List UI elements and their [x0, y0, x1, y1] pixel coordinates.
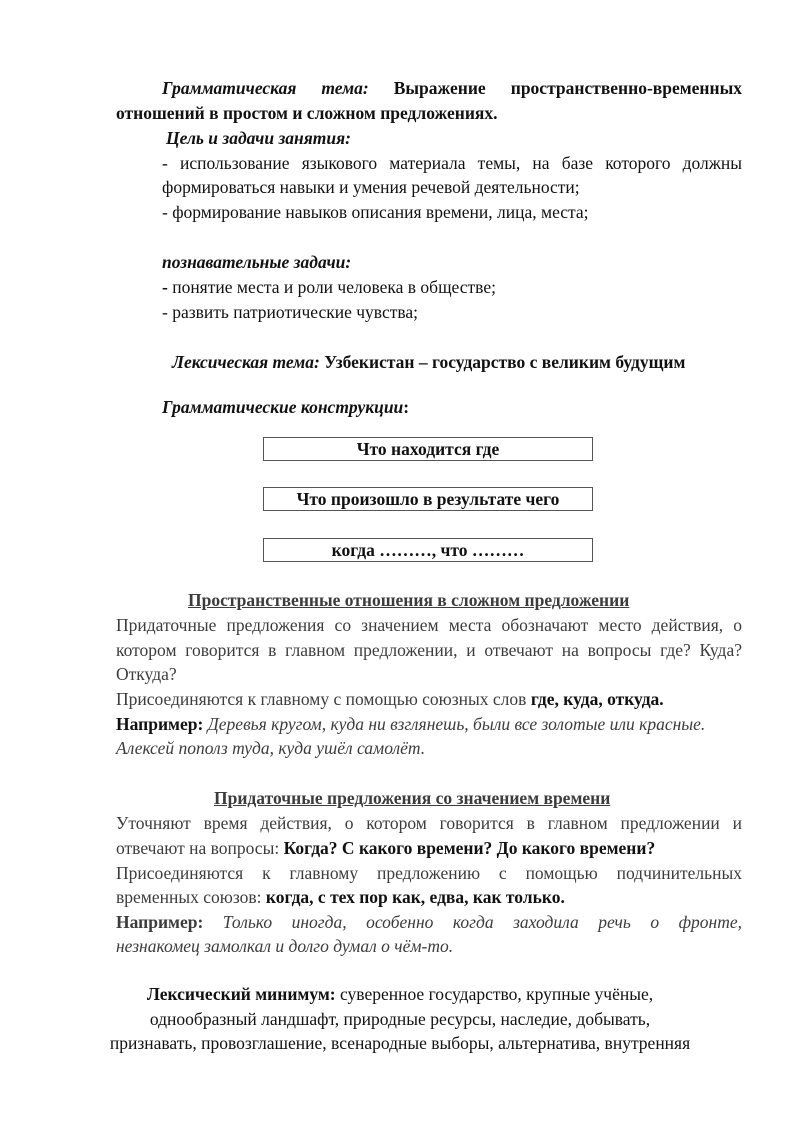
construction-box-1: Что находится где — [263, 437, 593, 461]
temporal-p1-text: отвечают на вопросы: — [116, 838, 284, 858]
grammar-topic-line-1 — [162, 77, 742, 99]
spatial-example-label: Например: — [116, 714, 204, 734]
temporal-heading: Придаточные предложения со значением времени — [214, 788, 611, 808]
cognitive-1-text: понятие места и роли человека в обществе; — [167, 277, 496, 297]
temporal-p2-line-2 — [116, 886, 565, 908]
spatial-p2 — [116, 688, 664, 710]
construction-box-3: когда ………, что ……… — [263, 538, 593, 562]
lexical-topic-text: Узбекистан – государство с великим будущим — [324, 352, 686, 372]
goal-1-line-1: - использование языкового материала темы, на базе которого должны — [162, 153, 742, 173]
spatial-p1-line-2: котором говорится в главном предложении, и отвечают на вопросы где? Куда? — [116, 640, 742, 660]
spatial-heading: Пространственные отношения в сложном предложении — [188, 590, 630, 610]
minimum-line-3: признавать, провозглашение, всенародные выборы, альтернатива, внутренняя — [109, 1033, 691, 1053]
spatial-p1-line-1: Придаточные предложения со значением места обозначают место действия, о — [116, 615, 742, 635]
temporal-example-1: Только иногда, особенно когда заходила речь о фронте, — [203, 912, 742, 932]
minimum-line-2: однообразный ландшафт, природные ресурсы, наследие, добывать, — [149, 1009, 651, 1029]
spatial-p2-text: Присоединяются к главному с помощью союзных слов — [116, 689, 531, 709]
spatial-example-line-2: Алексей пополз туда, куда ушёл самолёт. — [116, 738, 426, 758]
cognitive-1-dash: - — [162, 277, 168, 297]
cognitive-label: познавательные задачи: — [162, 252, 352, 272]
spatial-example-line-1 — [116, 713, 705, 735]
minimum-line-1 — [0, 983, 800, 1005]
temporal-example-line-1 — [116, 911, 742, 933]
temporal-p2-bold: когда, с тех пор как, едва, как только. — [265, 887, 565, 907]
cognitive-1 — [162, 276, 496, 298]
spatial-p2-bold: где, куда, откуда. — [530, 689, 664, 709]
spatial-p1-line-3: Откуда? — [116, 664, 177, 684]
minimum-text-1: суверенное государство, крупные учёные, — [335, 984, 654, 1004]
temporal-p2-text: временных союзов: — [116, 887, 266, 907]
grammar-topic-line-2: отношений в простом и сложном предложениях. — [116, 103, 498, 123]
temporal-p1-line-1: Уточняют время действия, о котором говорится в главном предложении и — [116, 813, 742, 833]
constructions-label — [162, 396, 409, 418]
temporal-example-line-2: незнакомец замолкал и долго думал о чём-то. — [116, 936, 454, 956]
grammar-topic-text: Выражение пространственно-временных — [393, 78, 742, 98]
constructions-label-text: Грамматические конструкции — [162, 397, 404, 417]
construction-box-2: Что произошло в результате чего — [263, 487, 593, 511]
lexical-topic — [172, 351, 685, 373]
minimum-label: Лексический минимум: — [146, 984, 336, 1004]
temporal-p1-line-2 — [116, 837, 655, 859]
temporal-example-label: Например: — [116, 912, 204, 932]
spatial-example-1: Деревья кругом, куда ни взглянешь, были все золотые или красные. — [203, 714, 706, 734]
temporal-p2-line-1: Присоединяются к главному предложению с помощью подчинительных — [116, 863, 742, 883]
goals-label: Цель и задачи занятия: — [166, 128, 351, 148]
grammar-topic-label: Грамматическая тема: — [162, 78, 369, 98]
temporal-p1-bold: Когда? С какого времени? До какого времени? — [283, 838, 656, 858]
constructions-colon: : — [403, 397, 410, 417]
lexical-topic-label: Лексическая тема: — [172, 352, 320, 372]
cognitive-2: - развить патриотические чувства; — [162, 302, 419, 322]
goal-1-line-2: формироваться навыки и умения речевой деятельности; — [162, 177, 580, 197]
goal-2: - формирование навыков описания времени, лица, места; — [162, 202, 589, 222]
